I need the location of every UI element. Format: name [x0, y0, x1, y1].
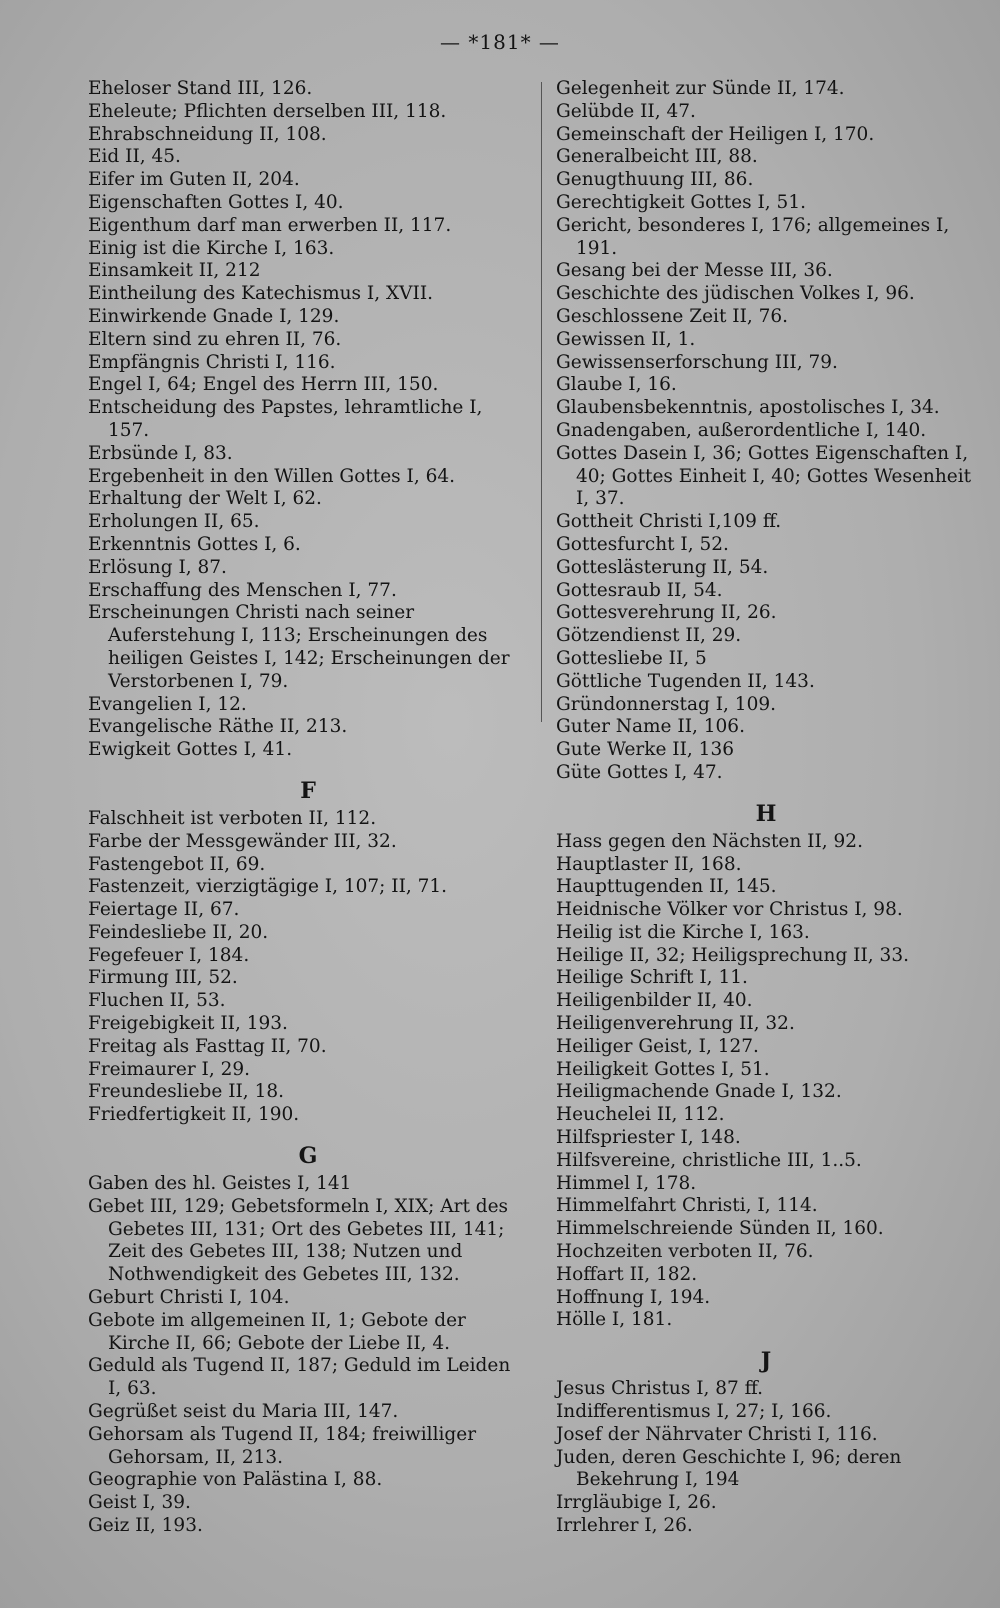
index-entry: Gute Werke II, 136	[556, 739, 734, 761]
index-entry: Gottes Dasein I, 36; Gottes Eigenschaften I, 40; Gottes Einheit I, 40; Gottes Wesenheit I, 37.	[556, 442, 972, 510]
index-entry: Erbsünde I, 83.	[88, 442, 233, 464]
index-entry: Evangelische Räthe II, 213.	[88, 716, 348, 738]
index-entry: Gotteslästerung II, 54.	[556, 556, 769, 578]
index-entry: Gnadengaben, außerordentliche I, 140.	[556, 419, 927, 441]
index-entry: Gehorsam als Tugend II, 184; freiwilliger Gehorsam, II, 213.	[88, 1423, 477, 1468]
index-entry: Erhaltung der Welt I, 62.	[88, 488, 322, 510]
index-entry: Gründonnerstag I, 109.	[556, 693, 776, 715]
index-entry: Einig ist die Kirche I, 163.	[88, 237, 335, 259]
index-entry: Heilige II, 32; Heiligsprechung II, 33.	[556, 944, 909, 966]
section-letter: F	[300, 777, 316, 804]
index-entry: Glaubensbekenntnis, apostolisches I, 34.	[556, 397, 940, 419]
index-entry: Geburt Christi I, 104.	[88, 1287, 290, 1309]
index-entry: Freimaurer I, 29.	[88, 1058, 251, 1080]
index-entry: Fegefeuer I, 184.	[88, 944, 250, 966]
index-entry: Gewissen II, 1.	[556, 328, 696, 350]
index-entry: Gebet III, 129; Gebetsformeln I, XIX; Art des Gebetes III, 131; Ort des Gebetes III, 141; Zeit des Gebetes III, 138; Nutzen und Nothwendigkeit des Gebetes III, 132.	[88, 1195, 509, 1286]
index-entry: Eintheilung des Katechismus I, XVII.	[88, 283, 434, 305]
section-letter: G	[298, 1143, 318, 1170]
index-entry: Eheleute; Pflichten derselben III, 118.	[88, 100, 447, 122]
index-entry: Gesang bei der Messe III, 36.	[556, 260, 833, 282]
index-entry: Heidnische Völker vor Christus I, 98.	[556, 899, 903, 921]
right-column	[556, 78, 976, 1538]
index-entry: Gottesraub II, 54.	[556, 579, 723, 601]
index-entry: Geiz II, 193.	[88, 1515, 203, 1537]
index-entry: Eheloser Stand III, 126.	[88, 78, 313, 99]
left-column	[88, 78, 528, 1538]
index-entry: Gerechtigkeit Gottes I, 51.	[556, 191, 806, 213]
index-entry: Gottesliebe II, 5	[556, 647, 707, 669]
index-entry: Friedfertigkeit II, 190.	[88, 1104, 300, 1126]
index-entry: Hoffnung I, 194.	[556, 1286, 711, 1308]
index-entry: Entscheidung des Papstes, lehramtliche I, 157.	[88, 397, 483, 441]
index-entry: Erkenntnis Gottes I, 6.	[88, 533, 301, 555]
index-entry: Himmelfahrt Christi, I, 114.	[556, 1195, 818, 1217]
index-entry: Hauptlaster II, 168.	[556, 853, 742, 875]
index-entry: Freitag als Fasttag II, 70.	[88, 1035, 327, 1057]
index-entry: Haupttugenden II, 145.	[556, 876, 777, 898]
page-number: — *181* —	[440, 30, 560, 54]
index-entry: Indifferentismus I, 27; I, 166.	[556, 1401, 832, 1423]
index-entry: Gottesverehrung II, 26.	[556, 602, 777, 624]
index-entry: Gewissenserforschung III, 79.	[556, 351, 838, 373]
index-entry: Gottesfurcht I, 52.	[556, 533, 729, 555]
index-entry: Gebote im allgemeinen II, 1; Gebote der Kirche II, 66; Gebote der Liebe II, 4.	[88, 1309, 466, 1354]
section-letter: J	[760, 1348, 772, 1375]
index-entry: Ewigkeit Gottes I, 41.	[88, 739, 293, 761]
index-entry: Gelübde II, 47.	[556, 100, 696, 122]
index-entry: Irrlehrer I, 26.	[556, 1515, 693, 1537]
index-entry: Geschlossene Zeit II, 76.	[556, 305, 789, 327]
index-entry: Gericht, besonderes I, 176; allgemeines I, 191.	[556, 214, 950, 259]
index-entry: Falschheit ist verboten II, 112.	[88, 807, 377, 829]
index-entry: Einsamkeit II, 212	[88, 260, 261, 282]
index-entry: Irrgläubige I, 26.	[556, 1492, 717, 1514]
index-entry: Hilfspriester I, 148.	[556, 1127, 741, 1149]
index-entry: Evangelien I, 12.	[88, 693, 247, 715]
index-entry: Fastenzeit, vierzigtägige I, 107; II, 71.	[88, 876, 448, 898]
index-entry: Gelegenheit zur Sünde II, 174.	[556, 78, 845, 99]
index-entry: Erlösung I, 87.	[88, 556, 227, 578]
column-divider	[541, 82, 542, 722]
index-entry: Erschaffung des Menschen I, 77.	[88, 579, 397, 601]
index-entry: Heiligkeit Gottes I, 51.	[556, 1058, 770, 1080]
section-letter: H	[755, 800, 777, 827]
index-entry: Heilig ist die Kirche I, 163.	[556, 921, 810, 943]
index-entry: Eigenschaften Gottes I, 40.	[88, 191, 344, 213]
index-entry: Feindesliebe II, 20.	[88, 921, 269, 943]
index-entry: Heiliger Geist, I, 127.	[556, 1035, 759, 1057]
index-entry: Gemeinschaft der Heiligen I, 170.	[556, 123, 875, 145]
index-entry: Güte Gottes I, 47.	[556, 761, 723, 783]
index-entry: Genugthuung III, 86.	[556, 169, 754, 191]
index-entry: Geographie von Palästina I, 88.	[88, 1469, 383, 1491]
index-entry: Glaube I, 16.	[556, 374, 677, 396]
index-entry: Erholungen II, 65.	[88, 511, 260, 533]
index-entry: Hölle I, 181.	[556, 1309, 673, 1331]
index-entry: Himmelschreiende Sünden II, 160.	[556, 1218, 884, 1240]
index-entry: Gaben des hl. Geistes I, 141	[88, 1173, 352, 1195]
index-entry: Hilfsvereine, christliche III, 1..5.	[556, 1149, 862, 1171]
index-entry: Eifer im Guten II, 204.	[88, 169, 300, 191]
index-entry: Engel I, 64; Engel des Herrn III, 150.	[88, 374, 439, 396]
index-entry: Einwirkende Gnade I, 129.	[88, 305, 340, 327]
index-entry: Firmung III, 52.	[88, 967, 238, 989]
index-entry: Freigebigkeit II, 193.	[88, 1013, 288, 1035]
index-entry: Heiligenbilder II, 40.	[556, 990, 753, 1012]
index-entry: Empfängnis Christi I, 116.	[88, 351, 336, 373]
index-entry: Götzendienst II, 29.	[556, 625, 742, 647]
index-entry: Freundesliebe II, 18.	[88, 1081, 284, 1103]
index-entry: Ergebenheit in den Willen Gottes I, 64.	[88, 465, 456, 487]
index-entry: Geist I, 39.	[88, 1492, 191, 1514]
index-entry: Göttliche Tugenden II, 143.	[556, 670, 815, 692]
index-entry: Farbe der Messgewänder III, 32.	[88, 830, 397, 852]
index-entry: Heilige Schrift I, 11.	[556, 967, 748, 989]
index-entry: Eigenthum darf man erwerben II, 117.	[88, 214, 452, 236]
index-entry: Generalbeicht III, 88.	[556, 146, 758, 168]
index-entry: Josef der Nährvater Christi I, 116.	[556, 1423, 878, 1445]
index-entry: Himmel I, 178.	[556, 1172, 697, 1194]
index-entry: Geschichte des jüdischen Volkes I, 96.	[556, 283, 915, 305]
index-entry: Guter Name II, 106.	[556, 716, 745, 738]
index-entry: Fastengebot II, 69.	[88, 853, 266, 875]
index-entry: Hass gegen den Nächsten II, 92.	[556, 830, 863, 852]
index-entry: Gottheit Christi I,109 ff.	[556, 511, 782, 533]
index-entry: Heiligmachende Gnade I, 132.	[556, 1081, 842, 1103]
index-entry: Feiertage II, 67.	[88, 899, 240, 921]
index-entry: Jesus Christus I, 87 ff.	[556, 1378, 764, 1400]
index-entry: Ehrabschneidung II, 108.	[88, 123, 327, 145]
index-entry: Erscheinungen Christi nach seiner Auferstehung I, 113; Erscheinungen des heiligen Geistes I, 142; Erscheinungen der Verstorbenen I, 79.	[88, 602, 510, 692]
index-entry: Hoffart II, 182.	[556, 1263, 698, 1285]
index-entry: Eltern sind zu ehren II, 76.	[88, 328, 342, 350]
index-entry: Heiligenverehrung II, 32.	[556, 1013, 795, 1035]
index-entry: Juden, deren Geschichte I, 96; deren Bekehrung I, 194	[556, 1446, 902, 1491]
index-entry: Fluchen II, 53.	[88, 990, 226, 1012]
index-entry: Eid II, 45.	[88, 146, 181, 168]
index-entry: Heuchelei II, 112.	[556, 1104, 725, 1126]
index-entry: Hochzeiten verboten II, 76.	[556, 1241, 814, 1263]
index-entry: Gegrüßet seist du Maria III, 147.	[88, 1401, 399, 1423]
index-entry: Geduld als Tugend II, 187; Geduld im Leiden I, 63.	[88, 1355, 511, 1400]
